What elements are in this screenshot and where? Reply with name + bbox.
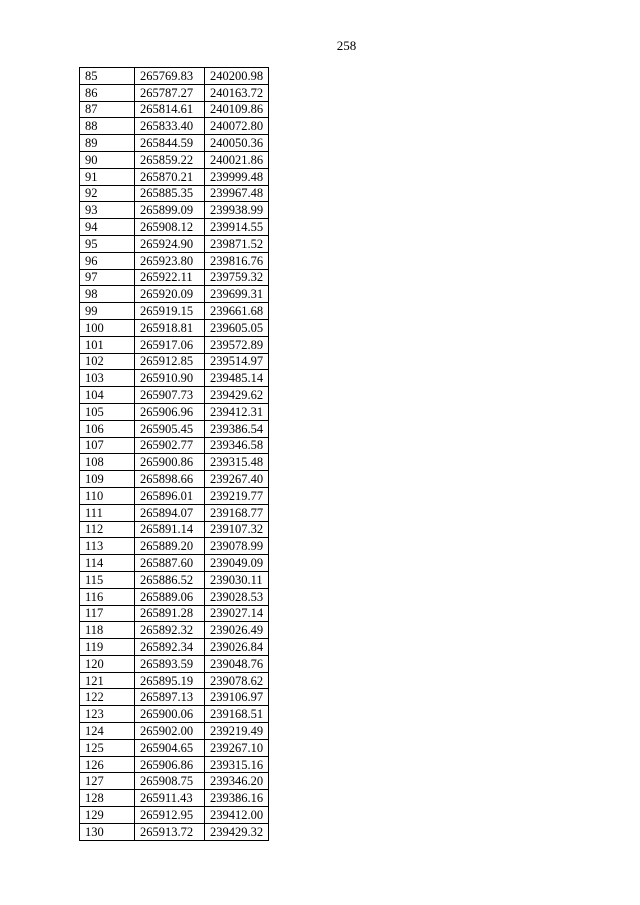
- point-number-cell: 89: [80, 135, 135, 152]
- x-coordinate-cell: 265899.09: [135, 202, 205, 219]
- table-row: [80, 454, 269, 471]
- point-number-cell: 112: [80, 521, 135, 538]
- x-coordinate-cell: 265889.20: [135, 538, 205, 555]
- table-row: [80, 823, 269, 840]
- x-coordinate-cell: 265907.73: [135, 387, 205, 404]
- table-row: [80, 151, 269, 168]
- x-coordinate-cell: 265787.27: [135, 84, 205, 101]
- point-number-cell: 128: [80, 790, 135, 807]
- point-number-cell: 93: [80, 202, 135, 219]
- table-row: [80, 353, 269, 370]
- x-coordinate-cell: 265833.40: [135, 118, 205, 135]
- y-coordinate-cell: 239938.99: [205, 202, 269, 219]
- x-coordinate-cell: 265900.86: [135, 454, 205, 471]
- point-number-cell: 105: [80, 403, 135, 420]
- x-coordinate-cell: 265891.28: [135, 605, 205, 622]
- point-number-cell: 110: [80, 487, 135, 504]
- table-row: [80, 588, 269, 605]
- table-row: [80, 286, 269, 303]
- y-coordinate-cell: 239267.40: [205, 471, 269, 488]
- x-coordinate-cell: 265906.86: [135, 756, 205, 773]
- point-number-cell: 88: [80, 118, 135, 135]
- y-coordinate-cell: 239107.32: [205, 521, 269, 538]
- table-row: [80, 303, 269, 320]
- y-coordinate-cell: 239429.62: [205, 387, 269, 404]
- x-coordinate-cell: 265913.72: [135, 823, 205, 840]
- table-row: [80, 538, 269, 555]
- table-row: [80, 672, 269, 689]
- point-number-cell: 99: [80, 303, 135, 320]
- table-row: [80, 269, 269, 286]
- table-row: [80, 420, 269, 437]
- x-coordinate-cell: 265906.96: [135, 403, 205, 420]
- y-coordinate-cell: 239027.14: [205, 605, 269, 622]
- point-number-cell: 119: [80, 639, 135, 656]
- point-number-cell: 109: [80, 471, 135, 488]
- table-row: [80, 706, 269, 723]
- y-coordinate-cell: 239106.97: [205, 689, 269, 706]
- x-coordinate-cell: 265870.21: [135, 168, 205, 185]
- table-row: [80, 807, 269, 824]
- x-coordinate-cell: 265911.43: [135, 790, 205, 807]
- table-row: [80, 655, 269, 672]
- point-number-cell: 107: [80, 437, 135, 454]
- point-number-cell: 117: [80, 605, 135, 622]
- point-number-cell: 94: [80, 219, 135, 236]
- x-coordinate-cell: 265859.22: [135, 151, 205, 168]
- y-coordinate-cell: 239028.53: [205, 588, 269, 605]
- point-number-cell: 101: [80, 336, 135, 353]
- table-row: [80, 504, 269, 521]
- point-number-cell: 106: [80, 420, 135, 437]
- point-number-cell: 96: [80, 252, 135, 269]
- point-number-cell: 116: [80, 588, 135, 605]
- table-row: [80, 168, 269, 185]
- point-number-cell: 97: [80, 269, 135, 286]
- y-coordinate-cell: 239267.10: [205, 739, 269, 756]
- table-row: [80, 336, 269, 353]
- x-coordinate-cell: 265924.90: [135, 235, 205, 252]
- table-row: [80, 403, 269, 420]
- point-number-cell: 103: [80, 370, 135, 387]
- y-coordinate-cell: 239346.58: [205, 437, 269, 454]
- y-coordinate-cell: 239026.49: [205, 622, 269, 639]
- y-coordinate-cell: 239412.00: [205, 807, 269, 824]
- table-row: [80, 202, 269, 219]
- y-coordinate-cell: 239315.48: [205, 454, 269, 471]
- x-coordinate-cell: 265900.06: [135, 706, 205, 723]
- x-coordinate-cell: 265905.45: [135, 420, 205, 437]
- x-coordinate-cell: 265892.34: [135, 639, 205, 656]
- y-coordinate-cell: 239026.84: [205, 639, 269, 656]
- table-row: [80, 235, 269, 252]
- point-number-cell: 98: [80, 286, 135, 303]
- table-row: [80, 555, 269, 572]
- x-coordinate-cell: 265844.59: [135, 135, 205, 152]
- x-coordinate-cell: 265904.65: [135, 739, 205, 756]
- y-coordinate-cell: 239078.99: [205, 538, 269, 555]
- point-number-cell: 92: [80, 185, 135, 202]
- y-coordinate-cell: 239168.51: [205, 706, 269, 723]
- point-number-cell: 91: [80, 168, 135, 185]
- point-number-cell: 104: [80, 387, 135, 404]
- table-row: [80, 219, 269, 236]
- y-coordinate-cell: 240050.36: [205, 135, 269, 152]
- table-row: [80, 639, 269, 656]
- point-number-cell: 126: [80, 756, 135, 773]
- x-coordinate-cell: 265886.52: [135, 571, 205, 588]
- y-coordinate-cell: 239049.09: [205, 555, 269, 572]
- x-coordinate-cell: 265922.11: [135, 269, 205, 286]
- x-coordinate-cell: 265889.06: [135, 588, 205, 605]
- table-row: [80, 387, 269, 404]
- page-number: 258: [336, 38, 357, 53]
- y-coordinate-cell: 240109.86: [205, 101, 269, 118]
- x-coordinate-cell: 265912.85: [135, 353, 205, 370]
- table-row: [80, 437, 269, 454]
- point-number-cell: 102: [80, 353, 135, 370]
- table-row: [80, 773, 269, 790]
- table-row: [80, 118, 269, 135]
- table-row: [80, 370, 269, 387]
- x-coordinate-cell: 265894.07: [135, 504, 205, 521]
- x-coordinate-cell: 265814.61: [135, 101, 205, 118]
- point-number-cell: 90: [80, 151, 135, 168]
- y-coordinate-cell: 239412.31: [205, 403, 269, 420]
- y-coordinate-cell: 239048.76: [205, 655, 269, 672]
- point-number-cell: 87: [80, 101, 135, 118]
- point-number-cell: 122: [80, 689, 135, 706]
- point-number-cell: 130: [80, 823, 135, 840]
- table-row: [80, 723, 269, 740]
- x-coordinate-cell: 265919.15: [135, 303, 205, 320]
- x-coordinate-cell: 265892.32: [135, 622, 205, 639]
- x-coordinate-cell: 265908.75: [135, 773, 205, 790]
- y-coordinate-cell: 239078.62: [205, 672, 269, 689]
- y-coordinate-cell: 239219.49: [205, 723, 269, 740]
- point-number-cell: 123: [80, 706, 135, 723]
- y-coordinate-cell: 239914.55: [205, 219, 269, 236]
- x-coordinate-cell: 265920.09: [135, 286, 205, 303]
- point-number-cell: 113: [80, 538, 135, 555]
- table-row: [80, 689, 269, 706]
- point-number-cell: 111: [80, 504, 135, 521]
- point-number-cell: 86: [80, 84, 135, 101]
- y-coordinate-cell: 239999.48: [205, 168, 269, 185]
- y-coordinate-cell: 239661.68: [205, 303, 269, 320]
- y-coordinate-cell: 239816.76: [205, 252, 269, 269]
- table-row: [80, 471, 269, 488]
- y-coordinate-cell: 239699.31: [205, 286, 269, 303]
- table-row: [80, 739, 269, 756]
- y-coordinate-cell: 239386.16: [205, 790, 269, 807]
- table-row: [80, 487, 269, 504]
- coordinates-table-body: [80, 68, 269, 841]
- x-coordinate-cell: 265896.01: [135, 487, 205, 504]
- point-number-cell: 121: [80, 672, 135, 689]
- table-row: [80, 84, 269, 101]
- y-coordinate-cell: 239346.20: [205, 773, 269, 790]
- y-coordinate-cell: 239871.52: [205, 235, 269, 252]
- point-number-cell: 114: [80, 555, 135, 572]
- point-number-cell: 108: [80, 454, 135, 471]
- x-coordinate-cell: 265908.12: [135, 219, 205, 236]
- y-coordinate-cell: 239315.16: [205, 756, 269, 773]
- y-coordinate-cell: 239759.32: [205, 269, 269, 286]
- x-coordinate-cell: 265902.77: [135, 437, 205, 454]
- table-row: [80, 622, 269, 639]
- point-number-cell: 127: [80, 773, 135, 790]
- point-number-cell: 118: [80, 622, 135, 639]
- point-number-cell: 100: [80, 319, 135, 336]
- y-coordinate-cell: 239967.48: [205, 185, 269, 202]
- point-number-cell: 120: [80, 655, 135, 672]
- table-row: [80, 571, 269, 588]
- x-coordinate-cell: 265895.19: [135, 672, 205, 689]
- x-coordinate-cell: 265891.14: [135, 521, 205, 538]
- point-number-cell: 124: [80, 723, 135, 740]
- y-coordinate-cell: 239429.32: [205, 823, 269, 840]
- x-coordinate-cell: 265898.66: [135, 471, 205, 488]
- point-number-cell: 95: [80, 235, 135, 252]
- y-coordinate-cell: 239030.11: [205, 571, 269, 588]
- y-coordinate-cell: 239605.05: [205, 319, 269, 336]
- x-coordinate-cell: 265923.80: [135, 252, 205, 269]
- x-coordinate-cell: 265917.06: [135, 336, 205, 353]
- coordinates-table: [79, 67, 269, 841]
- point-number-cell: 129: [80, 807, 135, 824]
- x-coordinate-cell: 265893.59: [135, 655, 205, 672]
- x-coordinate-cell: 265918.81: [135, 319, 205, 336]
- table-row: [80, 185, 269, 202]
- y-coordinate-cell: 239386.54: [205, 420, 269, 437]
- y-coordinate-cell: 240072.80: [205, 118, 269, 135]
- table-row: [80, 756, 269, 773]
- table-row: [80, 605, 269, 622]
- table-row: [80, 252, 269, 269]
- x-coordinate-cell: 265897.13: [135, 689, 205, 706]
- y-coordinate-cell: 239219.77: [205, 487, 269, 504]
- table-row: [80, 135, 269, 152]
- point-number-cell: 125: [80, 739, 135, 756]
- x-coordinate-cell: 265910.90: [135, 370, 205, 387]
- table-row: [80, 790, 269, 807]
- point-number-cell: 115: [80, 571, 135, 588]
- y-coordinate-cell: 239168.77: [205, 504, 269, 521]
- y-coordinate-cell: 239485.14: [205, 370, 269, 387]
- x-coordinate-cell: 265902.00: [135, 723, 205, 740]
- table-row: [80, 101, 269, 118]
- table-row: [80, 319, 269, 336]
- x-coordinate-cell: 265912.95: [135, 807, 205, 824]
- x-coordinate-cell: 265885.35: [135, 185, 205, 202]
- y-coordinate-cell: 239572.89: [205, 336, 269, 353]
- point-number-cell: 85: [80, 68, 135, 85]
- y-coordinate-cell: 239514.97: [205, 353, 269, 370]
- y-coordinate-cell: 240200.98: [205, 68, 269, 85]
- y-coordinate-cell: 240021.86: [205, 151, 269, 168]
- table-row: [80, 521, 269, 538]
- table-row: [80, 68, 269, 85]
- x-coordinate-cell: 265887.60: [135, 555, 205, 572]
- x-coordinate-cell: 265769.83: [135, 68, 205, 85]
- y-coordinate-cell: 240163.72: [205, 84, 269, 101]
